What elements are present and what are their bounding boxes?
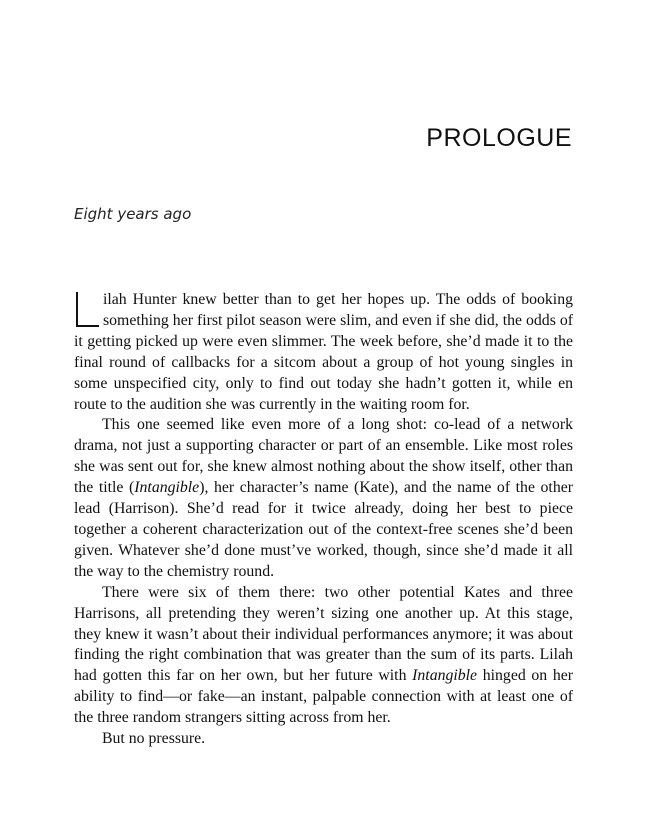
paragraph-1-text: ilah Hunter knew better than to get her hopes up. The odds of booking something her first pilot season were slim, and even if she did, the odds of it getting picked up were even slimmer. The week before, she’d made it to the final round of callbacks for a sitcom about a group of hot young singles in some unspecified city, only to find out today she hadn’t gotten it, while en route to the audition she was currently in the waiting room for. — [74, 291, 573, 413]
paragraph-1 — [74, 290, 573, 415]
paragraph-2 — [74, 415, 573, 582]
chapter-body — [74, 290, 573, 750]
chapter-title: PROLOGUE — [426, 124, 572, 152]
paragraph-4: But no pressure. — [102, 730, 206, 748]
show-title-italic: Intangible — [412, 667, 478, 685]
paragraph-2-text-b: ), her character’s name (Kate), and the name of the other lead (Harrison). She’d read for it twice already, doing her best to piece together a coherent characterization out of the context-free scenes she’d been given. Whatever she’d done must’ve worked, though, since she’d made it all the way to the chemistry round. — [74, 479, 573, 580]
paragraph-3-text-a: There were six of them there: two other potential Kates and three Harrisons, all pretending they weren’t sizing one another up. At this stage, they knew it wasn’t about their individual performances anymore; it was about finding the right combination that was greater than the sum of its parts. Lilah had gotten this far on her own, but her future with — [74, 583, 573, 685]
chapter-subtitle: Eight years ago — [74, 205, 192, 223]
drop-cap-text — [74, 292, 75, 293]
drop-cap-letter — [74, 292, 101, 328]
show-title-italic: Intangible — [134, 479, 200, 497]
paragraph-2-text-a: This one seemed like even more of a long shot: co-lead of a network drama, not just a supporting character or part of an ensemble. Like most roles she was sent out for, she knew almost nothing about the show itself, other than the title ( — [74, 416, 573, 497]
paragraph-3 — [74, 583, 573, 729]
paragraph-3-text-b: hinged on her ability to find—or fake—an instant, palpable connection with at least one of the three random strangers sitting across from her. — [74, 667, 574, 727]
